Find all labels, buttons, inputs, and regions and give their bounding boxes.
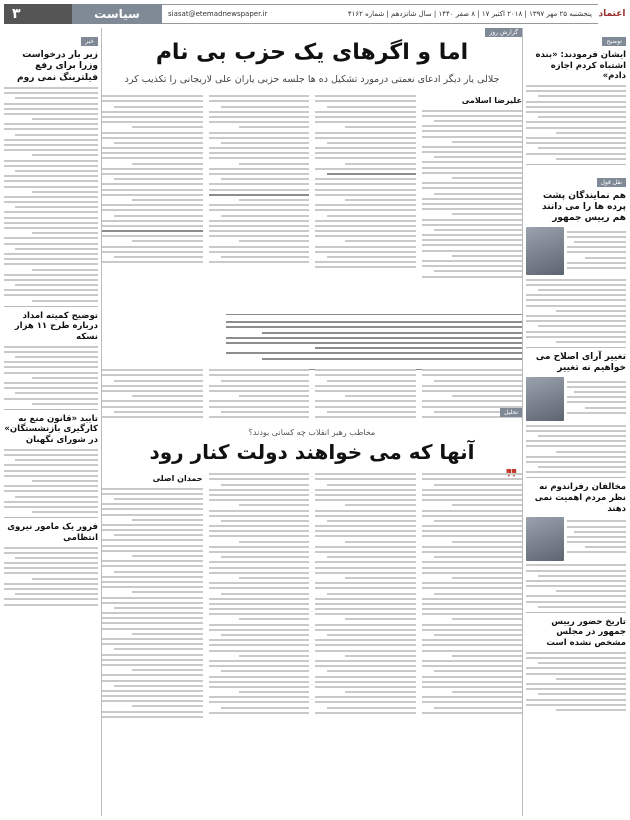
right-item-1 xyxy=(526,28,626,160)
page-number: ۳ xyxy=(4,4,72,24)
left-item-3 xyxy=(4,414,98,513)
website[interactable]: siasat@etemadnewspaper.ir xyxy=(168,10,268,18)
tag-quote: نقل قول xyxy=(597,178,626,187)
article-columns-1 xyxy=(102,92,522,312)
left-item-4-title: فرور یک مامور نیروی انتظامی xyxy=(7,522,98,543)
right-column xyxy=(522,28,626,816)
article-author: علیرضا اسلامی xyxy=(461,96,522,105)
article-columns-2 xyxy=(102,366,522,422)
section-name: سیاست xyxy=(72,4,162,24)
right-item-5 xyxy=(526,617,626,711)
right-item-2-title: هم نمایندگان پشت پرده ها را می دانند هم رییس جمهور xyxy=(542,190,626,224)
right-item-3 xyxy=(526,352,626,473)
main-subtitle: جلالی یار دیگر ادعای نعمتی درمورد تشکیل ده ها جلسه حزبی یاران علی لاریجانی را تکذیب کرد xyxy=(124,74,500,85)
right-item-4-title: مخالفان رفراندوم نه نظر مردم اهمیت نمی دهند xyxy=(534,482,626,514)
tag-explanation: توضیح xyxy=(602,37,626,46)
left-item-2-title: توضیح کمیته امداد درباره طرح ۱۱ هزار نسکه xyxy=(14,310,98,342)
main-headline: اما و اگرهای یک حزب بی نام xyxy=(155,40,469,65)
left-item-1 xyxy=(4,50,98,302)
right-item-5-title: تاریخ حضور رییس جمهور در مجلس مشخص نشده است xyxy=(546,616,626,649)
portrait-photo-3 xyxy=(526,517,564,561)
center-area xyxy=(102,28,522,816)
article-columns-3 xyxy=(102,470,522,810)
masthead-info xyxy=(162,4,598,24)
tag-analysis: تحلیل xyxy=(500,408,522,417)
right-item-2 xyxy=(526,191,626,343)
portrait-photo-1 xyxy=(526,227,564,275)
issue-info: پنجشنبه ۲۵ مهر ۱۳۹۷ | ۲۰۱۸ اکتبر ۱۷ | ۸ صفر ۱۴۴۰ | سال شانزدهم | شماره ۴۱۶۲ xyxy=(347,10,592,18)
logo: اعتماد xyxy=(598,9,626,19)
left-item-1-title: زیر بار درخواست وزرا برای رفع فیلترینگ نمی روم xyxy=(17,50,98,83)
tag-news: خبر xyxy=(81,37,98,46)
left-column xyxy=(4,28,102,816)
right-item-1-body xyxy=(526,85,626,160)
right-item-1-title: ایشان فرمودند: «بنده اشتباه کردم اجازه دادم» xyxy=(535,50,626,82)
portrait-photo-2 xyxy=(526,377,564,421)
section2-headline: آنها که می خواهند دولت کنار رود xyxy=(149,440,475,464)
left-item-2 xyxy=(4,311,98,405)
left-item-4 xyxy=(4,522,98,606)
right-item-4 xyxy=(526,482,626,608)
tag-report: گزارش روز xyxy=(485,28,522,37)
highlight-box xyxy=(226,314,522,370)
quote-author: حمدان اصلی xyxy=(152,474,203,483)
section2-supertitle: مخاطب رهبر انقلاب چه کسانی بودند؟ xyxy=(248,428,376,437)
masthead xyxy=(4,4,626,24)
left-item-3-title: تایید «قانون منع به کارگیری بازنشستگان» در شورای نگهبان xyxy=(4,413,98,445)
right-item-3-title: تغییر آرای اصلاح می خواهیم نه تغییر xyxy=(535,351,626,374)
